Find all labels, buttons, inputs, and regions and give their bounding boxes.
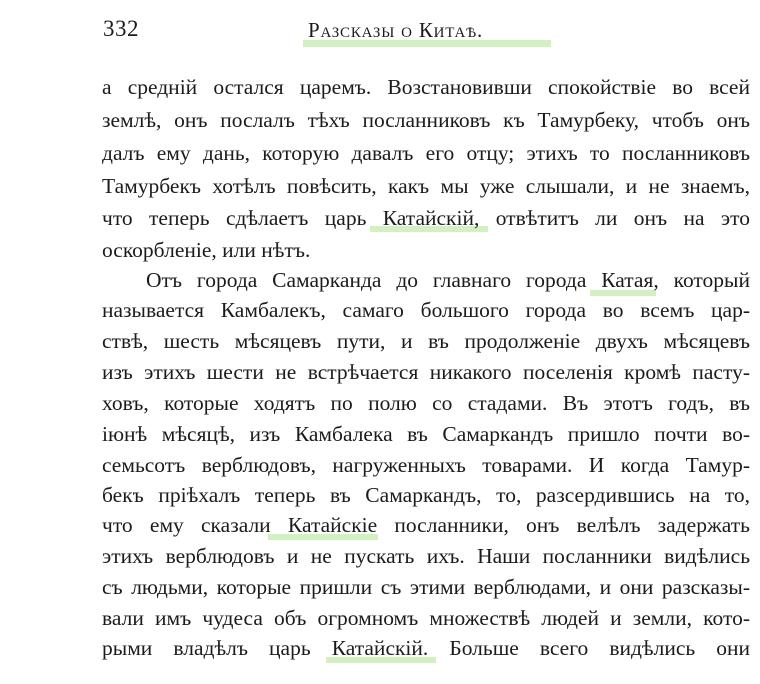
text-line: Тамурбекъ хотѣлъ повѣсить, какъ мы уже слышали, и не знаемъ, (102, 174, 750, 198)
text-line: ствѣ, шесть мѣсяцевъ пути, и въ продолженіе двухъ мѣсяцевъ (102, 329, 750, 353)
text-line: рыми владѣлъ царь Катайскій. Больше всего видѣлись они (102, 636, 750, 660)
text-line: іюнѣ мѣсяцѣ, изъ Камбалека въ Самаркандъ пришло почти во- (102, 422, 750, 446)
text-line: оскорбленіе, или нѣтъ. (102, 238, 311, 262)
text-line: этихъ верблюдовъ и не пускать ихъ. Наши посланники видѣлись (102, 544, 750, 568)
text-line: называется Камбалекъ, самаго большого города во всемъ цар- (102, 298, 750, 322)
text-line: семьсотъ верблюдовъ, нагруженныхъ товарами. И когда Тамур- (102, 453, 750, 477)
text-line: далъ ему дань, которую давалъ его отцу; этихъ то посланниковъ (102, 141, 750, 165)
text-line: что теперь сдѣлаетъ царь Катайскій, отвѣтитъ ли онъ на это (102, 206, 750, 230)
text-line: землѣ, онъ послалъ тѣхъ посланниковъ къ Тамурбеку, чтобъ онъ (102, 108, 750, 132)
running-title: Разсказы о Китаѣ. (308, 18, 484, 42)
text-line: ховъ, которые ходятъ по полю со стадами. Въ этотъ годъ, въ (102, 391, 750, 415)
text-line: бекъ пріѣхалъ теперь въ Самаркандъ, то, разсердившись на то, (102, 483, 750, 507)
paragraph-first-line: Отъ города Самарканда до главнаго города Катая, который (146, 268, 750, 292)
page-number: 332 (103, 16, 139, 41)
text-line: что ему сказали Катайскіе посланники, онъ велѣлъ задержать (102, 513, 750, 537)
text-line: вали имъ чудеса объ огромномъ множествѣ людей и земли, кото- (102, 606, 750, 630)
text-line: а средній остался царемъ. Возстановивши спокойствіе во всей (102, 75, 750, 99)
text-line: изъ этихъ шести не встрѣчается никакого поселенія кромѣ пасту- (102, 360, 750, 384)
text-line: съ людьми, которые пришли съ этими верблюдами, и они разсказы- (102, 575, 750, 599)
